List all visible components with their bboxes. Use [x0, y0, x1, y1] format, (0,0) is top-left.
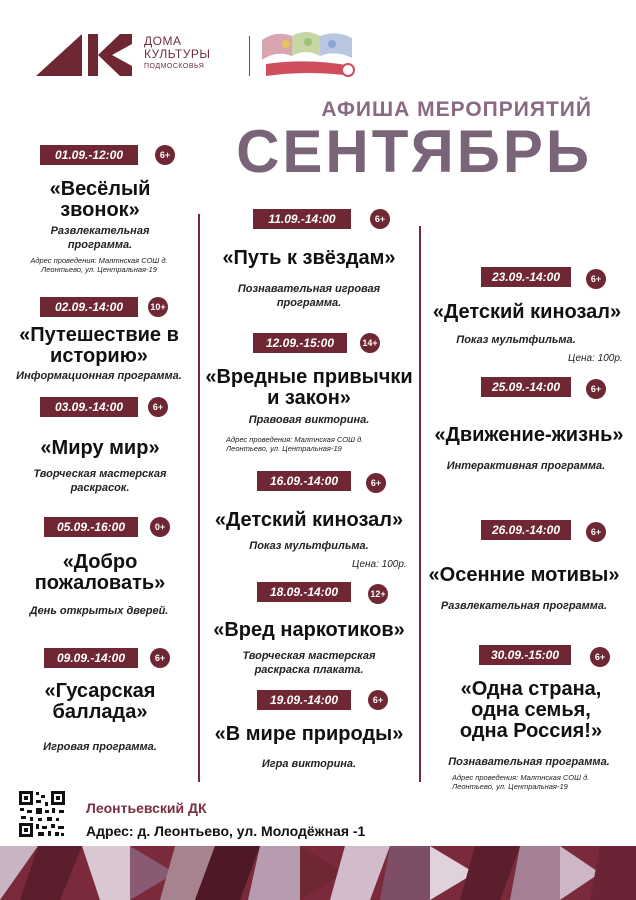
- event-date: 03.09.-14:00: [40, 397, 138, 417]
- event-date: 25.09.-14:00: [481, 377, 571, 397]
- brand-line-2: КУЛЬТУРЫ: [144, 46, 211, 61]
- event-date: 16.09.-14:00: [257, 471, 351, 491]
- column-divider-left: [198, 214, 200, 782]
- poster-title: АФИША МЕРОПРИЯТИЙ: [321, 98, 592, 121]
- age-badge: 6+: [590, 647, 610, 667]
- event-description: Показ мультфильма.: [456, 334, 576, 346]
- event-price: Цена: 100р.: [352, 559, 407, 570]
- header-divider: [249, 36, 250, 76]
- event-address: Адрес проведения: Малтнская СОШ д. Леонтьево, ул. Центральная-19: [30, 256, 168, 275]
- column-divider-right: [419, 226, 421, 782]
- event-title: «Движение-жизнь»: [434, 424, 624, 446]
- venue-name: Леонтьевский ДК: [86, 800, 207, 816]
- event-title: «Миру мир»: [40, 437, 160, 459]
- event-date: 09.09.-14:00: [44, 648, 138, 668]
- event-address: Адрес проведения: Малтнская СОШ д. Леонтьево, ул. Центральная-19: [226, 435, 364, 454]
- event-date: 19.09.-14:00: [257, 690, 351, 710]
- event-date: 02.09.-14:00: [40, 297, 138, 317]
- event-title: «Добро пожаловать»: [34, 551, 166, 594]
- event-description: Показ мультфильма.: [249, 540, 369, 552]
- event-price: Цена: 100р.: [568, 353, 623, 364]
- age-badge: 6+: [368, 690, 388, 710]
- event-description: Творческая мастерская раскрасок.: [33, 468, 167, 494]
- poster-month: СЕНТЯБРЬ: [236, 118, 592, 185]
- age-badge: 6+: [148, 397, 168, 417]
- event-title: «Осенние мотивы»: [428, 564, 620, 586]
- venue-address: Адрес: д. Леонтьево, ул. Молодёжная -1: [86, 823, 366, 839]
- age-badge: 6+: [366, 473, 386, 493]
- event-title: «Путешествие в историю»: [19, 324, 179, 367]
- event-date: 26.09.-14:00: [481, 520, 571, 540]
- event-description: Игровая программа.: [43, 741, 157, 753]
- event-description: Познавательная игровая программа.: [237, 283, 381, 309]
- event-date: 11.09.-14:00: [253, 209, 351, 229]
- event-description: Интерактивная программа.: [446, 460, 606, 472]
- event-description: Познавательная программа.: [448, 756, 610, 768]
- event-date: 12.09.-15:00: [253, 333, 347, 353]
- age-badge: 6+: [586, 522, 606, 542]
- brand-logo-icon: [36, 34, 132, 76]
- brand-line-3: ПОДМОСКОВЬЯ: [144, 63, 205, 71]
- age-badge: 14+: [360, 333, 380, 353]
- event-description: Развлекательная программа.: [50, 225, 150, 251]
- event-description: Игра викторина.: [261, 758, 357, 770]
- brand-text: [144, 35, 210, 71]
- event-title: «Вред наркотиков»: [213, 619, 405, 641]
- qr-code-icon: [18, 790, 66, 838]
- emblem-logo-icon: [256, 22, 360, 84]
- event-title: «В мире природы»: [214, 723, 404, 745]
- event-description: Информационная программа.: [16, 370, 182, 382]
- event-title: «Весёлый звонок»: [49, 178, 151, 221]
- event-date: 05.09.-16:00: [44, 517, 138, 537]
- event-title: «Гусарская баллада»: [44, 680, 156, 723]
- event-date: 23.09.-14:00: [481, 267, 571, 287]
- event-description: День открытых дверей.: [29, 605, 169, 617]
- event-description: Развлекательная программа.: [440, 600, 608, 612]
- age-badge: 10+: [148, 297, 168, 317]
- event-date: 18.09.-14:00: [257, 582, 351, 602]
- age-badge: 6+: [370, 209, 390, 229]
- decorative-footer-band: [0, 846, 636, 900]
- event-description: Творческая мастерская раскраска плаката.: [242, 650, 376, 676]
- event-date: 01.09.-12:00: [40, 145, 138, 165]
- age-badge: 0+: [150, 517, 170, 537]
- age-badge: 12+: [368, 584, 388, 604]
- age-badge: 6+: [150, 648, 170, 668]
- event-date: 30.09.-15:00: [479, 645, 571, 665]
- event-title: «Одна страна, одна семья, одна Россия!»: [459, 678, 603, 742]
- age-badge: 6+: [155, 145, 175, 165]
- brand-line-1: ДОМА: [144, 34, 182, 48]
- event-description: Правовая викторина.: [248, 414, 370, 426]
- age-badge: 6+: [586, 269, 606, 289]
- event-title: «Детский кинозал»: [432, 301, 622, 323]
- event-address: Адрес проведения: Малтнская СОШ д. Леонтьево, ул. Центральная-19: [452, 773, 590, 792]
- event-title: «Путь к звёздам»: [222, 247, 396, 269]
- event-title: «Вредные привычки и закон»: [205, 366, 413, 409]
- age-badge: 6+: [586, 379, 606, 399]
- event-title: «Детский кинозал»: [214, 509, 404, 531]
